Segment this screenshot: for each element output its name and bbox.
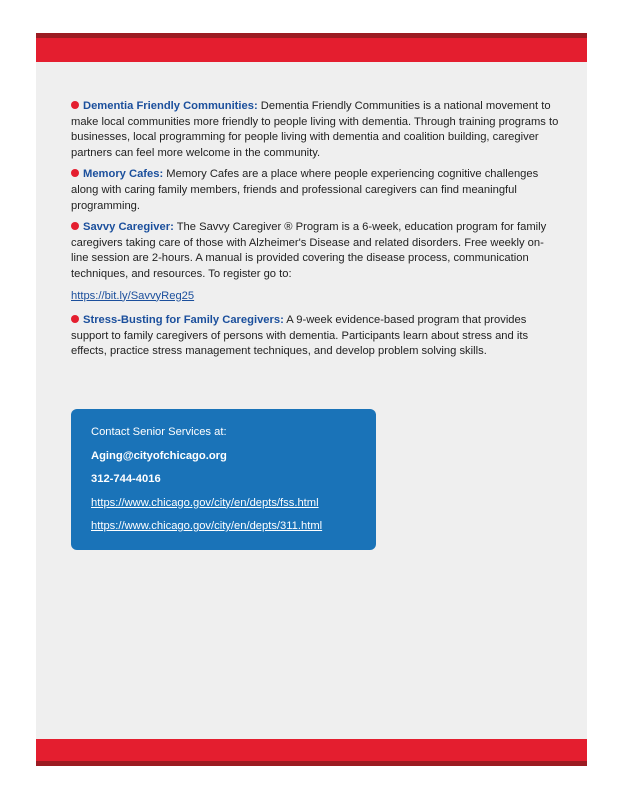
item-title: Stress-Busting for Family Caregivers: bbox=[83, 314, 284, 327]
contact-link-fss[interactable]: https://www.chicago.gov/city/en/depts/fss.html bbox=[91, 496, 319, 509]
contact-box bbox=[71, 409, 376, 550]
contact-email[interactable]: Aging@cityofchicago.org bbox=[91, 449, 227, 462]
page bbox=[36, 33, 587, 766]
register-link-line bbox=[71, 289, 559, 305]
item-title: Memory Cafes: bbox=[83, 168, 164, 181]
bottom-red-band bbox=[36, 739, 587, 766]
list-item-dementia-friendly bbox=[71, 99, 559, 161]
bullet-icon bbox=[71, 222, 79, 230]
program-list bbox=[71, 99, 559, 366]
bullet-icon bbox=[71, 101, 79, 109]
list-item-stress-busting bbox=[71, 313, 559, 360]
top-red-band bbox=[36, 33, 587, 62]
item-title: Savvy Caregiver: bbox=[83, 221, 174, 234]
item-text: A 9-week evidence-based program that provides support to family caregivers of persons with dementia. Participants learn about stress and its effects, practice stress management techniques, and develop problem solving skills. bbox=[71, 314, 529, 358]
list-item-memory-cafes bbox=[71, 167, 559, 214]
item-text: Memory Cafes are a place where people experiencing cognitive challenges along with caring family members, friends and professional caregivers can find meaningful programming. bbox=[71, 168, 539, 212]
bullet-icon bbox=[71, 315, 79, 323]
bullet-icon bbox=[71, 169, 79, 177]
contact-heading: Contact Senior Services at: bbox=[91, 426, 227, 438]
list-item-savvy-caregiver bbox=[71, 220, 559, 282]
item-text: The Savvy Caregiver ® Program is a 6-week, education program for family caregivers taking care of those with Alzheimer's Disease and related disorders. Free weekly on-line session are 2-hours. A manual is provided covering the disease process, communication techniques, and resources. To register go to: bbox=[71, 221, 547, 280]
item-title: Dementia Friendly Communities: bbox=[83, 100, 258, 112]
register-link[interactable]: https://bit.ly/SavvyReg25 bbox=[71, 289, 195, 302]
contact-phone[interactable]: 312-744-4016 bbox=[91, 473, 161, 485]
contact-link-311[interactable]: https://www.chicago.gov/city/en/depts/311.html bbox=[91, 520, 323, 532]
item-text: Dementia Friendly Communities is a national movement to make local communities more friendly to people living with dementia. Through training programs to businesses, local programming for people living with dementia and coalition building, caregiver partners can feel more welcome in the community. bbox=[71, 100, 559, 159]
